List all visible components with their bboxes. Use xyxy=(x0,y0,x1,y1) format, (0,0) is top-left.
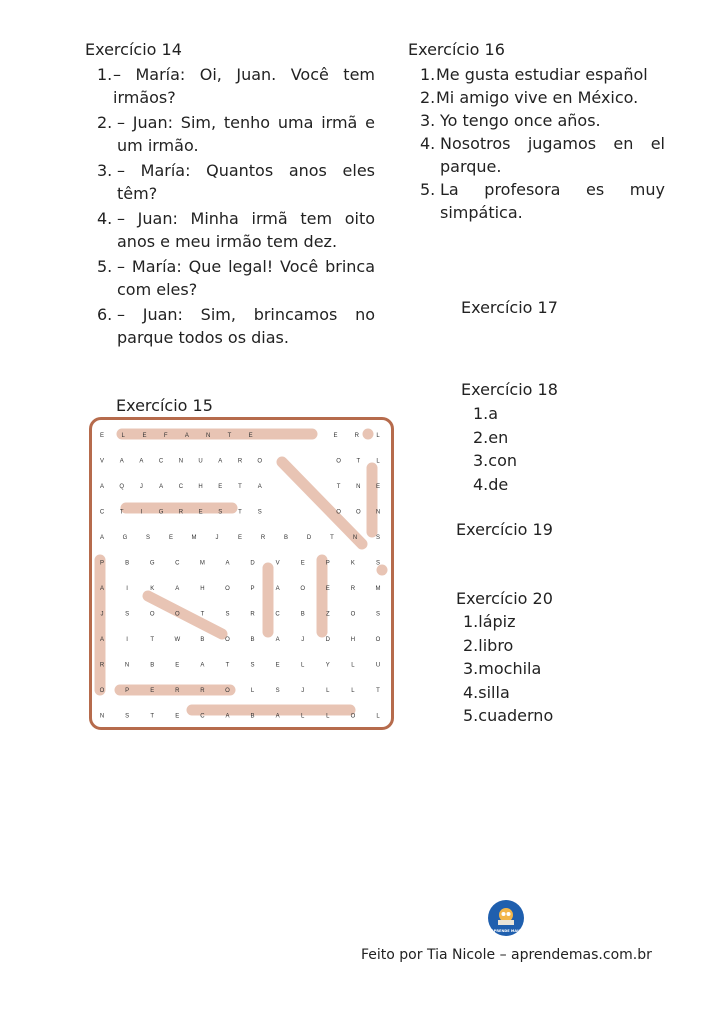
word-search-grid xyxy=(89,417,394,730)
grid-letter: P xyxy=(250,586,255,592)
grid-letter: C xyxy=(158,458,164,465)
grid-letter: U xyxy=(198,458,203,465)
grid-letter: N xyxy=(178,458,184,465)
grid-letter: M xyxy=(191,535,197,541)
grid-letter: E xyxy=(248,433,253,439)
grid-letter: A xyxy=(99,535,105,541)
grid-letter: R xyxy=(260,535,266,541)
grid-letter: A xyxy=(119,458,124,465)
list-item: 4.silla xyxy=(463,682,510,702)
grid-letter: R xyxy=(178,509,184,516)
grid-letter: F xyxy=(163,433,168,439)
grid-letter: U xyxy=(375,662,381,669)
grid-letter: T xyxy=(225,662,230,669)
grid-letter: E xyxy=(198,509,203,516)
grid-letter: E xyxy=(275,662,280,669)
grid-letter: M xyxy=(199,560,205,567)
grid-letter: R xyxy=(237,458,243,465)
ex16-title: Exercício 16 xyxy=(408,40,505,59)
grid-letter: T xyxy=(150,713,155,720)
grid-letter: T xyxy=(150,637,155,643)
grid-letter: G xyxy=(158,509,164,516)
grid-letter: I xyxy=(140,509,143,516)
grid-letter: S xyxy=(145,535,151,541)
list-item: 5. – María: Que legal! Você brinca com eles? xyxy=(97,257,375,299)
grid-letter: S xyxy=(275,688,280,694)
grid-letter: A xyxy=(225,560,230,567)
ex16-list xyxy=(420,63,665,224)
grid-letter: J xyxy=(301,637,305,643)
grid-letter: I xyxy=(126,637,128,643)
ex14-title: Exercício 14 xyxy=(85,40,182,59)
grid-letter: B xyxy=(300,611,305,618)
grid-letter: D xyxy=(325,637,330,643)
grid-letter: T xyxy=(238,484,242,490)
grid-letter: A xyxy=(275,586,280,592)
grid-letter: W xyxy=(174,637,181,643)
grid-letter: E xyxy=(237,535,243,541)
grid-letter: T xyxy=(119,509,124,516)
grid-letter: E xyxy=(168,535,174,541)
grid-letter: A xyxy=(200,662,205,669)
grid-letter: E xyxy=(218,484,223,490)
highlight-stroke xyxy=(282,462,362,544)
grid-letter: B xyxy=(200,637,205,643)
grid-letter: S xyxy=(125,713,130,720)
list-item: 6. – Juan: Sim, brincamos no parque todos os dias. xyxy=(97,305,375,347)
grid-letter: V xyxy=(99,458,105,465)
grid-letter: E xyxy=(300,560,305,567)
list-item: 4.de xyxy=(473,474,509,494)
grid-letter: K xyxy=(150,586,155,592)
grid-letter: R xyxy=(350,586,356,592)
grid-letter: A xyxy=(139,458,144,465)
grid-letter: L xyxy=(376,433,380,439)
grid-letter: R xyxy=(99,662,105,669)
grid-letter: N xyxy=(356,484,361,490)
list-item: 1. – María: Oi, Juan. Você tem irmãos? xyxy=(97,65,375,107)
grid-letter: T xyxy=(330,535,334,541)
grid-letter: A xyxy=(257,484,262,490)
grid-letter: O xyxy=(257,458,263,465)
grid-letter: L xyxy=(301,662,305,669)
grid-letter: C xyxy=(99,509,105,516)
grid-letter: G xyxy=(122,535,128,541)
grid-letter: T xyxy=(227,433,232,439)
list-item: 2.libro xyxy=(463,635,514,655)
list-item: 3. – María: Quantos anos eles têm? xyxy=(97,161,375,203)
grid-letter: D xyxy=(250,560,255,567)
grid-letter: N xyxy=(206,433,211,439)
grid-letter: S xyxy=(375,560,381,567)
grid-letter: P xyxy=(325,560,330,567)
grid-letter: O xyxy=(350,713,356,720)
list-item: 1.a xyxy=(473,404,499,423)
list-item: 3. Yo tengo once años. xyxy=(420,111,601,130)
grid-letter: L xyxy=(376,458,380,465)
grid-letter: B xyxy=(150,662,155,669)
grid-letter: E xyxy=(175,662,180,669)
grid-letter: B xyxy=(125,560,130,567)
grid-letter: G xyxy=(149,560,155,567)
grid-letter: K xyxy=(350,560,355,567)
grid-letter: H xyxy=(198,484,203,490)
grid-letter: C xyxy=(200,713,205,720)
grid-letter: M xyxy=(375,586,381,592)
grid-letter: E xyxy=(325,586,330,592)
grid-letter: S xyxy=(257,509,262,516)
grid-letter: L xyxy=(351,688,355,694)
grid-letter: E xyxy=(333,433,338,439)
grid-letter: O xyxy=(336,458,341,465)
grid-letter: A xyxy=(275,637,280,643)
grid-letter: H xyxy=(350,637,356,643)
grid-letter: O xyxy=(355,509,361,516)
ex18-list xyxy=(473,402,517,496)
grid-letter: E xyxy=(142,433,147,439)
grid-letter: E xyxy=(150,688,155,694)
grid-letter: O xyxy=(336,509,341,516)
grid-letter: N xyxy=(124,662,130,669)
ex17-title: Exercício 17 xyxy=(461,298,558,317)
grid-letter: J xyxy=(139,484,143,490)
grid-letter: S xyxy=(250,662,255,669)
grid-letter: A xyxy=(225,713,230,720)
grid-letter: Q xyxy=(119,484,125,490)
grid-letter: V xyxy=(275,560,280,567)
grid-letter: L xyxy=(351,662,355,669)
grid-letter: S xyxy=(375,611,381,618)
grid-letter: I xyxy=(126,586,128,592)
grid-letter: E xyxy=(175,713,180,720)
list-item: 3.mochila xyxy=(463,659,542,678)
ex19-title: Exercício 19 xyxy=(456,520,553,539)
grid-letter: T xyxy=(238,509,242,516)
grid-letter: N xyxy=(352,535,358,541)
grid-letter: O xyxy=(174,611,180,618)
grid-letter: D xyxy=(306,535,312,541)
logo-text: APRENDE MAIS xyxy=(491,929,521,933)
grid-letter: E xyxy=(99,433,105,439)
grid-letter: O xyxy=(350,611,356,618)
grid-letter: S xyxy=(375,535,381,541)
grid-letter: C xyxy=(275,611,280,618)
grid-letter: T xyxy=(336,484,341,490)
grid-letter: H xyxy=(200,586,205,592)
grid-letter: A xyxy=(159,484,164,490)
ex20-list xyxy=(463,610,553,728)
ex20-title: Exercício 20 xyxy=(456,589,553,608)
grid-letter: R xyxy=(175,688,180,694)
list-item: 4. Nosotros jugamos en el parque. xyxy=(420,134,665,176)
grid-letter: R xyxy=(250,611,255,618)
grid-letter: O xyxy=(99,688,105,694)
grid-letter: J xyxy=(100,611,104,618)
grid-letter: N xyxy=(99,713,105,720)
highlight-stroke xyxy=(148,596,222,634)
grid-letter: P xyxy=(99,560,105,567)
grid-letter: T xyxy=(376,688,380,694)
grid-letter: L xyxy=(376,713,380,720)
grid-letter: A xyxy=(99,484,105,490)
grid-letter: R xyxy=(200,688,205,694)
ex14-list xyxy=(97,63,375,349)
grid-letter: A xyxy=(275,713,280,720)
grid-letter: A xyxy=(99,586,105,592)
list-item: 2. Mi amigo vive en México. xyxy=(420,88,639,107)
footer-credit: Feito por Tia Nicole – aprendemas.com.br xyxy=(361,947,652,963)
grid-letter: O xyxy=(225,688,230,694)
grid-letter: S xyxy=(225,611,230,618)
list-item: 1. Me gusta estudiar español xyxy=(420,65,648,84)
grid-letter: R xyxy=(354,433,359,439)
grid-letter: B xyxy=(250,713,255,720)
grid-letter: S xyxy=(218,509,223,516)
grid-letter: N xyxy=(375,509,381,516)
grid-letter: L xyxy=(121,433,125,439)
grid-letter: O xyxy=(375,637,381,643)
grid-letter: P xyxy=(125,688,130,694)
list-item: 2.en xyxy=(473,427,509,447)
grid-letter: A xyxy=(99,637,105,643)
grid-letter: J xyxy=(301,688,305,694)
grid-letter: S xyxy=(125,611,130,618)
grid-letter: J xyxy=(215,535,219,541)
list-item: 3.con xyxy=(473,451,517,470)
list-item: 5.cuaderno xyxy=(463,706,554,725)
grid-letter: L xyxy=(250,688,255,694)
list-item: 1.lápiz xyxy=(463,612,516,631)
grid-letter: B xyxy=(283,535,289,541)
grid-letter: A xyxy=(218,458,223,465)
word-search-svg xyxy=(92,420,391,727)
grid-letter: A xyxy=(184,433,189,439)
list-item: 2. – Juan: Sim, tenho uma irmã e um irmão. xyxy=(97,113,375,155)
grid-letter: L xyxy=(326,713,330,720)
ex18-title: Exercício 18 xyxy=(461,380,558,399)
grid-letter: O xyxy=(300,586,306,592)
ex15-title: Exercício 15 xyxy=(116,396,213,415)
aprende-mais-logo xyxy=(488,900,524,936)
grid-letter: L xyxy=(326,688,330,694)
grid-letter: O xyxy=(149,611,155,618)
list-item: 5. La profesora es muy simpática. xyxy=(420,180,665,222)
grid-letter: L xyxy=(301,713,305,720)
list-item: 4. – Juan: Minha irmã tem oito anos e meu irmão tem dez. xyxy=(97,209,375,251)
grid-letter: E xyxy=(375,484,381,490)
grid-letter: O xyxy=(225,586,230,592)
grid-letter: B xyxy=(250,637,255,643)
grid-letter: C xyxy=(178,484,184,490)
grid-letter: O xyxy=(225,637,230,643)
grid-letter: T xyxy=(356,458,361,465)
grid-letter: T xyxy=(200,611,205,618)
grid-letter: A xyxy=(175,586,180,592)
grid-letter: C xyxy=(175,560,180,567)
grid-letter: Z xyxy=(325,611,330,618)
grid-letter: Y xyxy=(325,662,330,669)
